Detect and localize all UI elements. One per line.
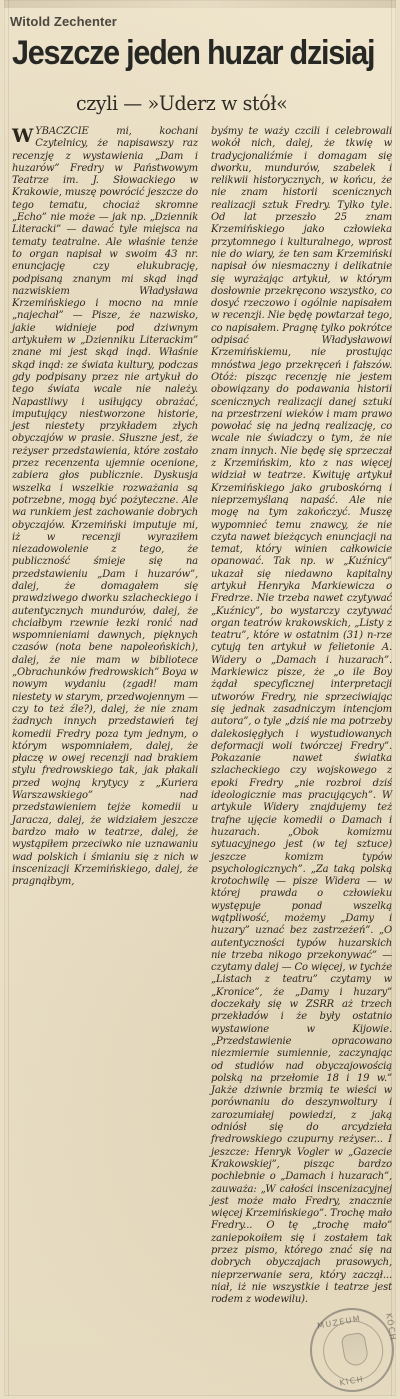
stamp-top-text: MUZEUM: [316, 1314, 362, 1331]
right-text-column: [211, 126, 392, 1310]
article-subheadline: czyli — »Uderz w stół«: [76, 91, 288, 115]
article-headline: Jeszcze jeden huzar dzisiaj: [12, 34, 375, 72]
right-column-text: byśmy te waży czcili i celebrowali wokół nich, dalej, że tkwię w tradycjonaliźmie i domagam się dworku, mundurów, szabelek i relikwii historycznych, w końcu, że nie znam historii scenicznych realizacji sztuk Fredry. Tylko tyle. Od lat przeszło 25 znam Krzemińskiego jako człowieka przytomnego i kulturalnego, wprost nie do wiary, że ten sam Krzemiński napisał ów niesmaczny i delikatnie się wyrażając artykuł, w którym dosłownie przekręcono wszystko, co dosyć rzeczowo i ogólnie napisałem w recenzji. Nie będę powtarzał tego, co napisałem. Pragnę tylko pokrótce odpisać Władysławowi Krzemińskiemu, nie prostując mnóstwa jego przekręceń i fałszów. Otóż: pisząc recenzję nie jestem obowiązany do podawania historii scenicznych realizacji danej sztuki na przestrzeni wieków i mam prawo powołać się na jedną realizację, co wcale nie świadczy o tym, że nie znam innych. Nie będę się sprzeczał z Krzemińskim, kto z nas więcej widział w teatrze. Kwituję artykuł Krzemińskiego jako gruboskórną i nieprzemyślaną napaść. Ale nie mogę na tym zakończyć. Muszę wypomnieć temu znawcy, że nie czyta nawet bieżących enuncjacji na temat, który winien całkowicie opanować. Tak np. w „Kuźnicy” ukazał się niedawno kapitalny artykuł Henryka Markiewicza o Fredrze. Nie trzeba nawet czytywać „Kuźnicy”, bo wystarczy czytywać organ teatrów krakowskich, „Listy z teatru”, które w ostatnim (31) n-rze cytują ten artykuł w felietonie A. Widery o „Damach i huzarach”. Markiewicz pisze, że „o ile Boy żądał specyficznej interpretacji utworów Fredry, nie sprzeciwiając się jednak zasadniczym intencjom autora”, o tyle „dziś nie ma potrzeby dalekosięgłych i wystudiowanych deformacji woli twórczej Fredry”. Pokazanie nawet światka szlacheckiego czy wojskowego z epoki Fredry „nie rozbroi dziś ideologicznie mas pracujących”. W artykule Widery znajdujemy też trafne ujęcie komedii o Damach i huzarach. „Obok komizmu sytuacyjnego jest (w tej sztuce) jeszcze komizm typów psychologicznych”. „Za taką polską krotochwilę — pisze Widera — w której prawda o człowieku występuje ponad wszelką wątpliwość, możemy „Damy i huzary” uznać bez zastrzeżeń”. „O autentyczności typów huzarskich nie trzeba nikogo przekonywać” — czytamy dalej — Co więcej, w tychże „Listach z teatru” czytamy w „Kronice”, że „Damy i huzary” doczekały się w ZSRR aż trzech przekładów i że były ostatnio wystawione w Kijowie. „Przedstawienie opracowano niezmiernie sumiennie, zaczynając od studiów nad obyczajowością polską na przełomie 18 i 19 w.” Jakże dziwnie brzmią te wieści w porównaniu do deszynwoltury i zarozumiałej powiedzi, z jaką odniósł się do arcydzieła fredrowskiego czupurny reżyser... I jeszcze: Henryk Vogler w „Gazecie Krakowskiej”, pisząc bardzo pochlebnie o „Damach i huzarach”, zauważa: „W całości inscenizacyjnej jest może mało Fredry, znacznie więcej Krzemińskiego”. Trochę mało Fredry... O tę „trochę mało” zaniepokoiłem się i zostałem tak przez pismo, którego znać się na dobrych obyczajach prasowych, nieprzerwanie sera, który zaczął... niał, iż nie wszystkie i teatrze jest rodem z wodewilu).: [211, 126, 392, 1306]
left-column-text: WYBACZCIE mi, kochani Czytelnicy, że napisawszy raz recenzję z wystawienia „Dam i huzarów” Fredry w Państwowym Teatrze im. J. Słowackiego w Krakowie, muszę powrócić jeszcze do tego tematu, chociaż skromne „Echo” nie może — jak np. „Dziennik Literacki” — dawać tyle miejsca na tematy teatralne. Ale właśnie tenże to organ napisał w swoim 43 nr. enuncjację czy elukubrację, podpisaną znanym mi skąd inąd nazwiskiem Władysława Krzemińskiego i mocno na mnie „najechał” — Pisze, że nazwisko, jakie widnieje pod dziwnym artykułem w „Dzienniku Literackim” znane mi jest skąd inąd. Właśnie skąd inąd: ze świata kultury, podczas gdy podpisany przez nie artykuł do tego świata wcale nie należy. Napastliwy i usiłujący obrażać, imputujący niestworzone historie, jest niestety przykładem złych obyczajów w prasie. Słuszne jest, że reżyser przedstawienia, które zostało przez recenzenta ujemnie ocenione, zabiera głos publicznie. Dyskusja wszelka i wszelkie rozważania są potrzebne, mogą być pożyteczne. Ale wa runkiem jest zachowanie dobrych obyczajów. Krzemiński imputuje mi, iż w recenzji wyraziłem niezadowolenie z tego, że publiczność śmieje się na przedstawieniu „Dam i huzarów”, dalej, że domagałem się prawdziwego dworku szlacheckiego i autentycznych mundurów, dalej, że chciałbym rzewnie łezki ronić nad wspomnieniami dawnych, pięknych czasów (nota bene napoleońskich), dalej, że nie mam w bibliotece „Obrachunków fredrowskich” Boya w nowym wydaniu (zgadł! mam niestety w starym, przedwojennym — czy to też źle?), dalej, że nie znam żadnych innych przedstawień tej komedii Fredry poza tym jednym, o którym wspomniałem, dalej, że płaczę w owej recenzji nad brakiem stylu fredrowskiego tak, jak płakali przed wojną krytycy z „Kuriera Warszawskiego” nad przedstawieniem tejże komedii u Jaracza, dalej, że widziałem jeszcze bardzo mało w teatrze, dalej, że wystąpiłem przeciwko nie uznawaniu wad polskich i śmianiu się z nich w inscenizacji Krzemińskiego, dalej, że pragnąłbym,: [12, 125, 198, 888]
museum-stamp: [303, 1301, 400, 1398]
stamp-side-text: KÓCH: [383, 1312, 398, 1343]
left-text-column: [12, 126, 198, 891]
left-page-edge: [8, 0, 9, 1396]
stamp-bottom-text: KICH: [338, 1374, 365, 1388]
newspaper-clipping: [4, 0, 396, 1396]
torn-top-edge: [4, 0, 396, 8]
author-name: Witold Zechenter: [10, 14, 117, 29]
